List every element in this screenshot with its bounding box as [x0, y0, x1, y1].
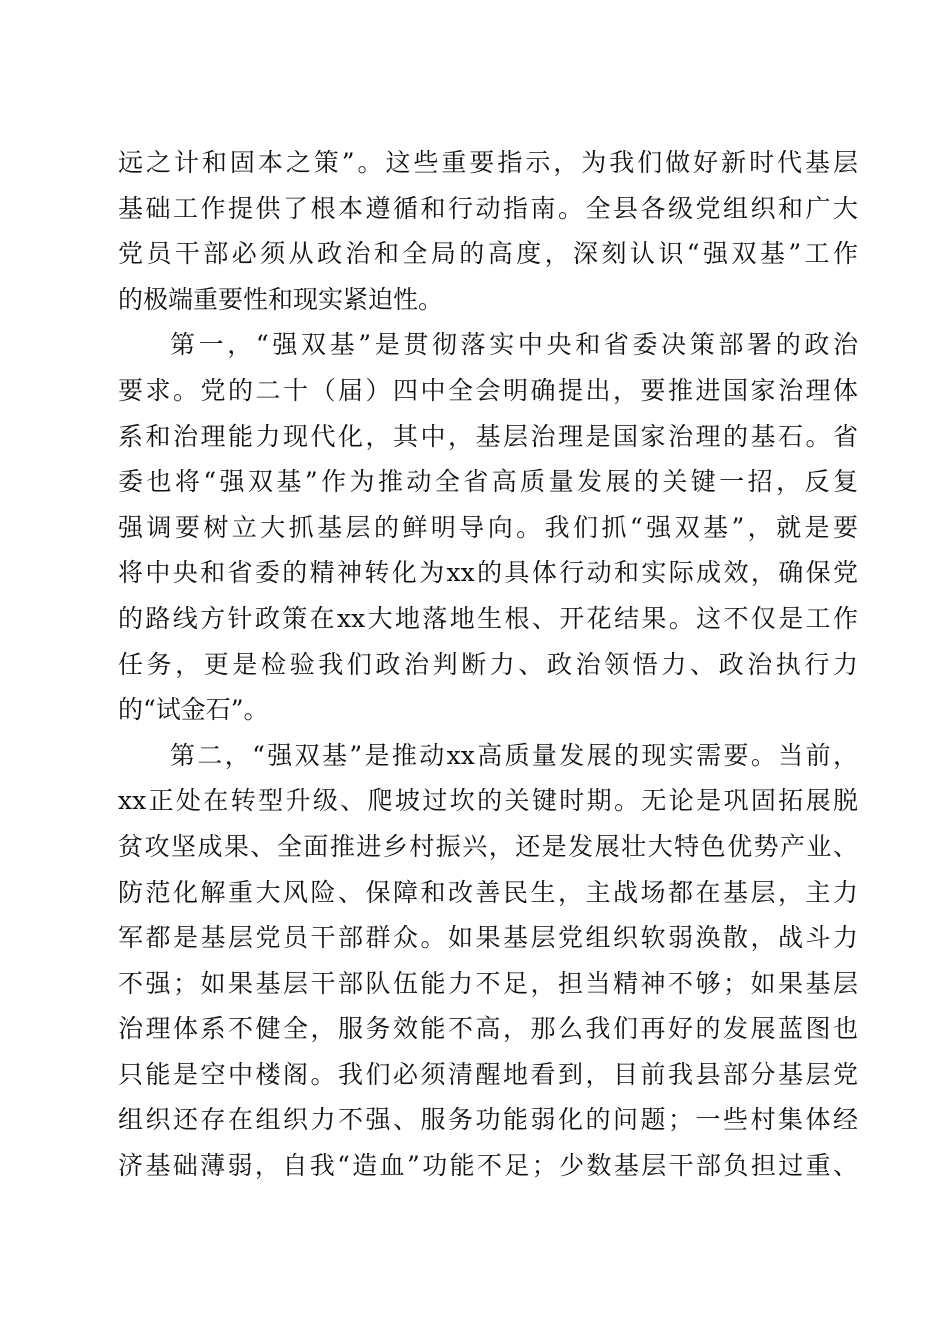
text-line: 济基础薄弱，自我“造血”功能不足；少数基层干部负担过重、 — [118, 1151, 858, 1181]
text-line: 远之计和固本之策”。这些重要指示，为我们做好新时代基层 — [118, 148, 858, 177]
paragraph-first-line: 第一，“强双基”是贯彻落实中央和省委决策部署的政治 — [170, 330, 858, 360]
body-text — [118, 140, 858, 1189]
text-line: 的“试金石”。 — [118, 695, 269, 725]
text-line: 的极端重要性和现实紧迫性。 — [118, 284, 444, 314]
paragraph-first-line: 第二，“强双基”是推动xx高质量发展的现实需要。当前， — [170, 740, 858, 770]
text-line: 党员干部必须从政治和全局的高度，深刻认识“强双基”工作 — [118, 239, 858, 269]
text-line: 任务，更是检验我们政治判断力、政治领悟力、政治执行力 — [118, 649, 858, 679]
text-line: 贫攻坚成果、全面推进乡村振兴，还是发展壮大特色优势产业、 — [118, 831, 858, 861]
text-line: 治理体系不健全，服务效能不高，那么我们再好的发展蓝图也 — [118, 1014, 858, 1044]
text-line: 委也将“强双基”作为推动全省高质量发展的关键一招，反复 — [118, 467, 858, 497]
text-line: 军都是基层党员干部群众。如果基层党组织软弱涣散，战斗力 — [118, 923, 858, 953]
text-line: xx正处在转型升级、爬坡过坎的关键时期。无论是巩固拓展脱 — [118, 786, 858, 816]
text-line: 将中央和省委的精神转化为xx的具体行动和实际成效，确保党 — [118, 558, 858, 588]
text-line: 组织还存在组织力不强、服务功能弱化的问题；一些村集体经 — [118, 1105, 858, 1135]
text-line: 强调要树立大抓基层的鲜明导向。我们抓“强双基”，就是要 — [118, 512, 858, 542]
text-line: 不强；如果基层干部队伍能力不足，担当精神不够；如果基层 — [118, 968, 858, 998]
text-line: 的路线方针政策在xx大地落地生根、开花结果。这不仅是工作 — [118, 603, 858, 633]
text-line: 只能是空中楼阁。我们必须清醒地看到，目前我县部分基层党 — [118, 1059, 858, 1089]
text-line: 基础工作提供了根本遵循和行动指南。全县各级党组织和广大 — [118, 193, 858, 223]
text-line: 要求。党的二十（届）四中全会明确提出，要推进国家治理体 — [118, 375, 858, 405]
text-line: 防范化解重大风险、保障和改善民生，主战场都在基层，主力 — [118, 877, 858, 907]
text-line: 系和治理能力现代化，其中，基层治理是国家治理的基石。省 — [118, 421, 858, 451]
